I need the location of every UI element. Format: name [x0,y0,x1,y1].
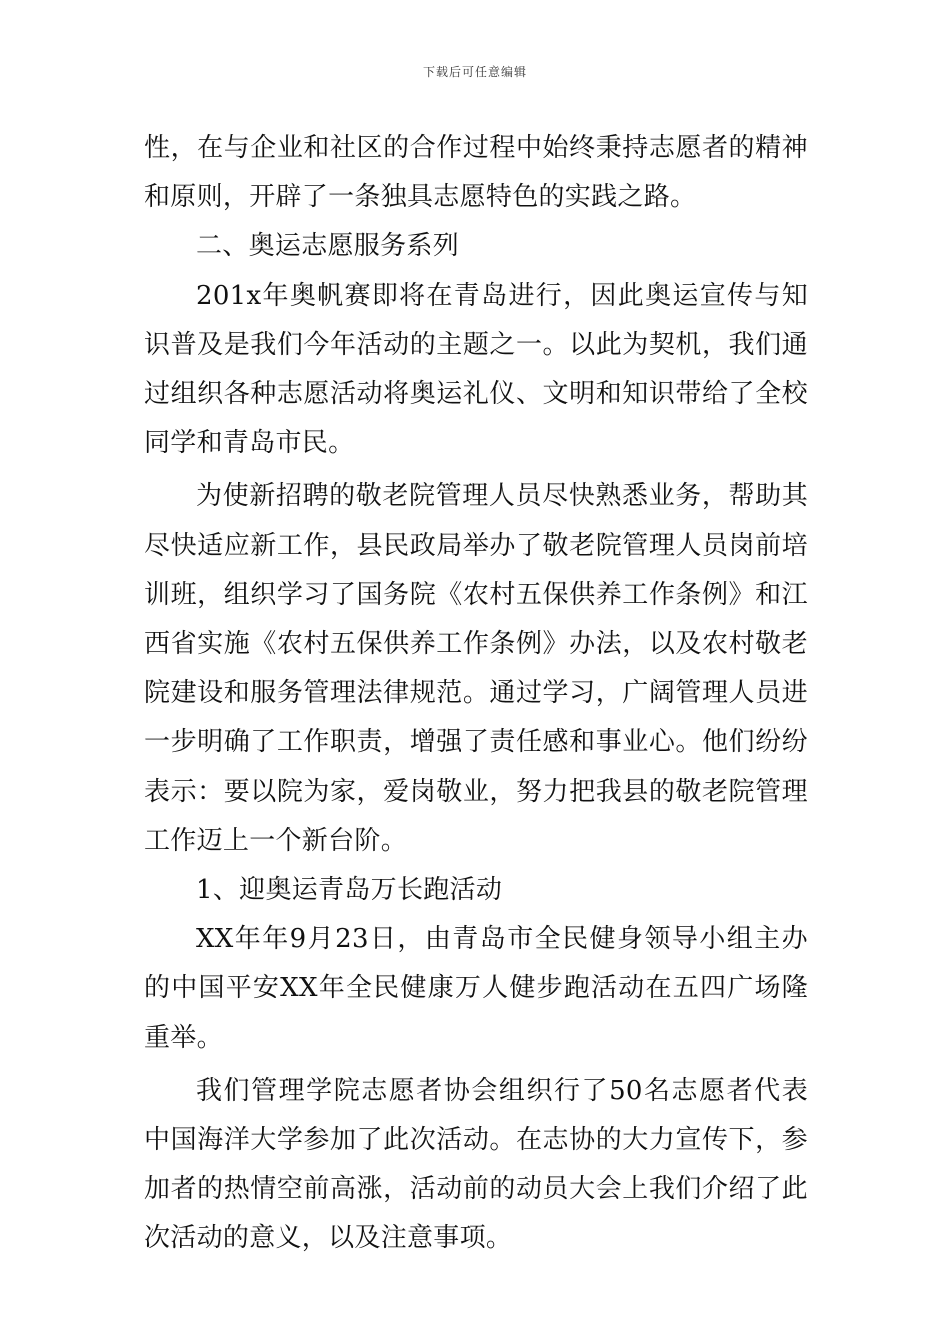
subheading-marathon: 1、迎奥运青岛万长跑活动 [196,875,503,906]
section-heading-olympic-volunteer: 二、奥运志愿服务系列 [196,231,460,262]
paragraph-marathon-date: XX年年9月23日，由青岛市全民健身领导小组主办的中国平安XX年全民健康万人健步跑活动在五四广场隆重举。 [144,924,808,1053]
document-body [144,124,808,1264]
paragraph-volunteer-participation: 我们管理学院志愿者协会组织行了50名志愿者代表中国海洋大学参加了此次活动。在志协的大力宣传下，参加者的热情空前高涨，活动前的动员大会上我们介绍了此次活动的意义，以及注意事项。 [144,1075,808,1254]
paragraph-1: 性，在与企业和社区的合作过程中始终秉持志愿者的精神和原则，开辟了一条独具志愿特色的实践之路。 [144,133,808,213]
paragraph-nursing-home-training: 为使新招聘的敬老院管理人员尽快熟悉业务，帮助其尽快适应新工作，县民政局举办了敬老院管理人员岗前培训班，组织学习了国务院《农村五保供养工作条例》和江西省实施《农村五保供养工作条例》办法，以及农村敬老院建设和服务管理法律规范。通过学习，广阔管理人员进一步明确了工作职责，增强了责任感和事业心。他们纷纷表示：要以院为家，爱岗敬业，努力把我县的敬老院管理工作迈上一个新台阶。 [144,481,808,856]
page-header-note: 下载后可任意编辑 [422,65,527,79]
paragraph-olympic-intro: 201x年奥帆赛即将在青岛进行，因此奥运宣传与知识普及是我们今年活动的主题之一。以此为契机，我们通过组织各种志愿活动将奥运礼仪、文明和知识带给了全校同学和青岛市民。 [144,280,808,459]
